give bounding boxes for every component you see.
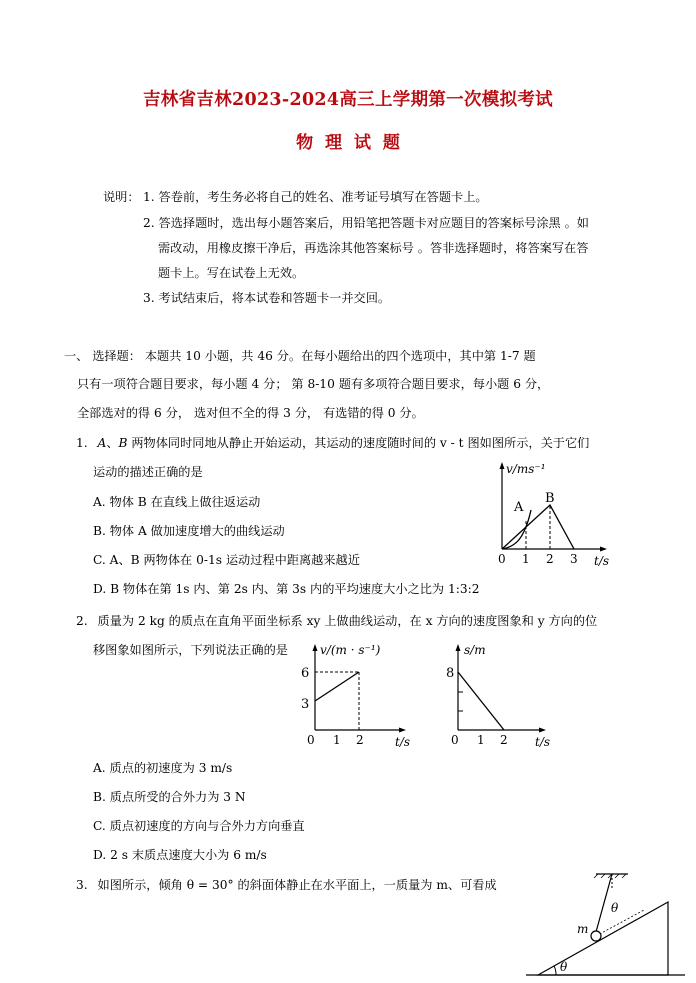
- q2v-y-label: v/(m · s⁻¹): [320, 643, 381, 657]
- q1-tick-0: 0: [498, 552, 506, 566]
- q2v-line: [315, 672, 359, 701]
- question-1-stem-line2: 运动的描述正确的是: [93, 465, 203, 479]
- question-1-option-c: C. A、B 两物体在 0-1s 运动过程中距离越来越近: [93, 553, 360, 567]
- question-1-option-b: B. 物体 A 做加速度增大的曲线运动: [93, 524, 285, 538]
- question-1-number: 1.: [76, 436, 88, 450]
- q2v-xtick-1: 1: [333, 733, 341, 747]
- question-1-option-d: D. B 物体在第 1s 内、第 2s 内、第 3s 内的平均速度大小之比为 1:3:2: [93, 582, 480, 596]
- q3-ball: [591, 931, 601, 941]
- q2s-y-arrow: [456, 644, 461, 651]
- q1-tick-3: 3: [570, 552, 578, 566]
- question-2-stem: [76, 613, 597, 630]
- q2s-xtick-1: 1: [477, 733, 485, 747]
- question-3-incline-figure: [520, 868, 690, 980]
- q2s-xtick-2: 2: [500, 733, 508, 747]
- question-2-stem-text: 质量为 2 kg 的质点在直角平面坐标系 xy 上做曲线运动，在 x 方向的速度图象和 y 方向的位: [97, 614, 598, 628]
- question-1-object-b: B: [118, 436, 128, 450]
- question-2-vt-graph: [296, 640, 426, 752]
- q1-tick-2: 2: [546, 552, 554, 566]
- q2s-xtick-0: 0: [451, 733, 459, 747]
- q1-y-label: v/ms⁻¹: [506, 462, 546, 476]
- q1-line-b: [502, 505, 574, 549]
- instruction-item-1: 1. 答卷前，考生务必将自己的姓名、准考证号填写在答题卡上。: [143, 190, 488, 204]
- q3-label-m: m: [577, 922, 589, 936]
- q3-incline-dash: [596, 910, 644, 936]
- section-heading-line2: 只有一项符合题目要求，每小题 4 分； 第 8-10 题有多项符合题目要求，每小题 6 分，: [77, 377, 550, 391]
- q3-angle-arc: [554, 966, 556, 975]
- instruction-item-2-line2: 需改动，用橡皮擦干净后，再选涂其他答案标号 。答非选择题时，将答案写在答: [158, 241, 589, 255]
- q2v-x-arrow: [399, 728, 406, 733]
- q2s-ytick-8: 8: [446, 666, 455, 681]
- question-3-stem: [76, 877, 497, 894]
- question-1-object-a: A: [97, 436, 107, 450]
- question-2-number: 2.: [76, 614, 88, 628]
- instruction-item-2: 2. 答选择题时，选出每小题答案后，用铅笔把答题卡对应题目的答案标号涂黑 。如: [143, 216, 589, 230]
- question-1-stem-text: 两物体同时同地从静止开始运动，其运动的速度随时间的 v - t 图如图所示，关于它们: [127, 436, 590, 450]
- question-1-separator: 、: [106, 436, 119, 450]
- question-2-option-d: D. 2 s 末质点速度大小为 6 m/s: [93, 848, 267, 862]
- document-title: 吉林省吉林2023-2024高三上学期第一次模拟考试: [143, 90, 553, 110]
- q2s-line: [458, 672, 504, 730]
- q3-string: [596, 874, 612, 932]
- q1-tick-1: 1: [522, 552, 530, 566]
- question-3-number: 3.: [76, 878, 88, 892]
- question-3-stem-text: 如图所示，倾角 θ = 30° 的斜面体静止在水平面上，一质量为 m、可看成: [97, 878, 497, 892]
- q1-y-arrow: [500, 462, 505, 469]
- q1-x-arrow: [600, 547, 607, 552]
- document-subtitle: 物 理 试 题: [296, 133, 400, 153]
- q1-x-label: t/s: [594, 554, 610, 568]
- q2v-ytick-6: 6: [301, 666, 310, 681]
- q2v-xtick-0: 0: [307, 733, 315, 747]
- question-1-stem: [76, 435, 589, 452]
- q1-label-b: B: [545, 491, 555, 506]
- question-2-stem-line2: 移图象如图所示，下列说法正确的是: [93, 643, 288, 657]
- q2v-ytick-3: 3: [301, 697, 310, 712]
- q3-label-theta-top: θ: [611, 901, 619, 915]
- q1-curve-a: [502, 510, 531, 549]
- instruction-item-2-line3: 题卡上。写在试卷上无效。: [158, 266, 305, 280]
- question-2-option-c: C. 质点初速度的方向与合外力方向垂直: [93, 819, 305, 833]
- q2s-x-arrow: [539, 728, 546, 733]
- question-2-st-graph: [440, 640, 560, 752]
- section-heading: 一、 选择题： 本题共 10 小题，共 46 分。在每小题给出的四个选项中，其中第 1-7 题: [64, 349, 536, 363]
- question-2-option-b: B. 质点所受的合外力为 3 N: [93, 790, 246, 804]
- q2v-xtick-2: 2: [356, 733, 364, 747]
- q3-incline: [538, 902, 668, 975]
- question-1-vt-graph: [490, 455, 620, 577]
- q2v-y-arrow: [313, 644, 318, 651]
- question-1-option-a: A. 物体 B 在直线上做往返运动: [93, 495, 261, 509]
- question-2-option-a: A. 质点的初速度为 3 m/s: [93, 761, 233, 775]
- instructions-label: 说明：: [103, 190, 140, 204]
- q3-label-theta-base: θ: [560, 960, 568, 974]
- instruction-item-3: 3. 考试结束后，将本试卷和答题卡一并交回。: [143, 291, 391, 305]
- q2s-y-label: s/m: [464, 643, 486, 657]
- q2s-x-label: t/s: [535, 735, 551, 749]
- q2v-x-label: t/s: [395, 735, 411, 749]
- q1-label-a: A: [514, 500, 524, 515]
- section-heading-line3: 全部选对的得 6 分， 选对但不全的得 3 分， 有选错的得 0 分。: [77, 406, 424, 420]
